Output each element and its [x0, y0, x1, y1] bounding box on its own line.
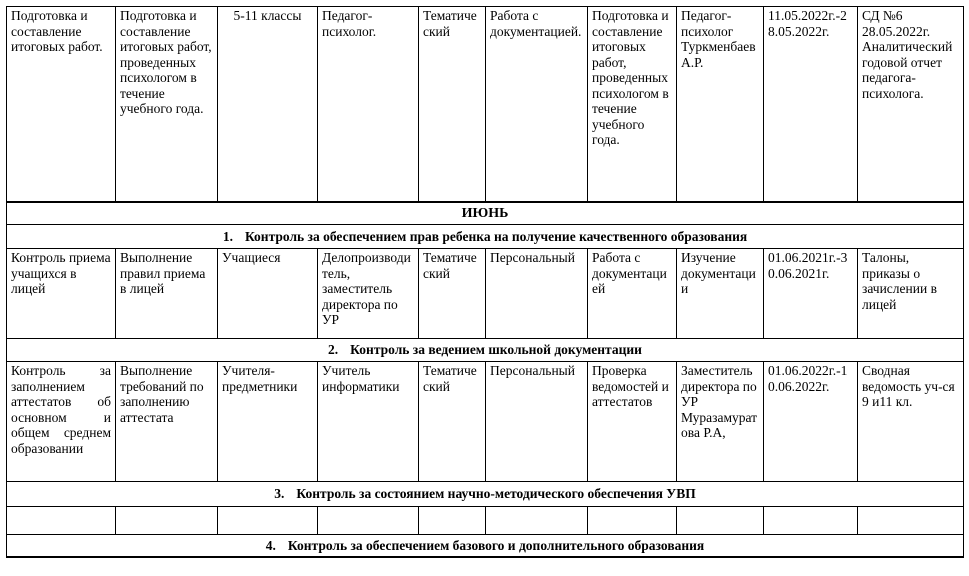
cell-r3-c1: Контроль за заполнением аттестатов об основном и общем среднем образовании [7, 362, 116, 482]
cell-r3-c6: Персональный [486, 362, 588, 482]
cell-r2-c9: 01.06.2021г.-30.06.2021г. [764, 249, 858, 339]
cell-r1-c10: СД №6 28.05.2022г. Аналитический годовой отчет педагога-психолога. [858, 7, 964, 202]
cell-r3-c4: Учитель информатики [318, 362, 419, 482]
cell-empty-c5 [419, 507, 486, 535]
cell-r1-c6: Работа с документацией. [486, 7, 588, 202]
cell-r3-c9: 01.06.2022г.-10.06.2022г. [764, 362, 858, 482]
cell-empty-c1 [7, 507, 116, 535]
cell-r2-c3: Учащиеся [218, 249, 318, 339]
cell-r1-c8: Педагог-психолог Туркменбаев А.Р. [677, 7, 764, 202]
cell-empty-c7 [588, 507, 677, 535]
cell-empty-c9 [764, 507, 858, 535]
cell-r2-c5: Тематический [419, 249, 486, 339]
cell-r2-c6: Персональный [486, 249, 588, 339]
cell-r3-c5: Тематический [419, 362, 486, 482]
cell-r1-c2: Подготовка и составление итоговых работ, проведенных психологом в течение учебного года. [116, 7, 218, 202]
section-1-number: 1. [222, 228, 233, 244]
cell-empty-c4 [318, 507, 419, 535]
cell-r1-c1: Подготовка и составление итоговых работ. [7, 7, 116, 202]
cell-r2-c10: Талоны, приказы о зачислении в лицей [858, 249, 964, 339]
cell-r2-c1: Контроль приема учащихся в лицей [7, 249, 116, 339]
cell-r3-c8: Заместитель директора по УР Муразамуратова Р.А, [677, 362, 764, 482]
cell-r1-c4: Педагог-психолог. [318, 7, 419, 202]
cell-r2-c7: Работа с документацией [588, 249, 677, 339]
table-row-section-4 [7, 535, 964, 557]
cell-empty-c8 [677, 507, 764, 535]
cell-r1-c3: 5-11 классы [218, 7, 318, 202]
section-3-header [7, 482, 964, 507]
section-2-header [7, 339, 964, 362]
table-row-empty [7, 507, 964, 535]
cell-r2-c2: Выполнение правил приема в лицей [116, 249, 218, 339]
section-3-title: Контроль за состоянием научно-методического обеспечения УВП [296, 486, 696, 502]
table-row-section-1 [7, 225, 964, 249]
cell-empty-c10 [858, 507, 964, 535]
cell-empty-c3 [218, 507, 318, 535]
table-row-certificates-control [7, 362, 964, 482]
cell-r2-c8: Изучение документации [677, 249, 764, 339]
cell-empty-c2 [116, 507, 218, 535]
table-row-month-header [7, 202, 964, 225]
table-row-section-3 [7, 482, 964, 507]
section-4-title: Контроль за обеспечением базового и дополнительного образования [287, 537, 705, 553]
cell-r3-c2: Выполнение требований по заполнению аттестата [116, 362, 218, 482]
cell-empty-c6 [486, 507, 588, 535]
section-2-title: Контроль за ведением школьной документации [350, 342, 642, 358]
cell-r1-c5: Тематический [419, 7, 486, 202]
section-3-number: 3. [274, 486, 285, 502]
table-row-section-2 [7, 339, 964, 362]
cell-r1-c7: Подготовка и составление итоговых работ, проведенных психологом в течение учебного года. [588, 7, 677, 202]
month-header: ИЮНЬ [7, 202, 964, 225]
section-1-header [7, 225, 964, 249]
section-2-number: 2. [328, 342, 339, 358]
section-1-title: Контроль за обеспечением прав ребенка на получение качественного образования [244, 228, 748, 244]
section-4-number: 4. [265, 537, 276, 553]
section-4-header [7, 535, 964, 557]
cell-r3-c7: Проверка ведомостей и аттестатов [588, 362, 677, 482]
cell-r1-c9: 11.05.2022г.-28.05.2022г. [764, 7, 858, 202]
table-row-may-psychologist [7, 7, 964, 202]
control-plan-table [6, 6, 964, 558]
cell-r3-c3: Учителя-предметники [218, 362, 318, 482]
cell-r3-c10: Сводная ведомость уч-ся 9 и11 кл. [858, 362, 964, 482]
table-row-admission-control [7, 249, 964, 339]
cell-r2-c4: Делопроизводитель, заместитель директора по УР [318, 249, 419, 339]
